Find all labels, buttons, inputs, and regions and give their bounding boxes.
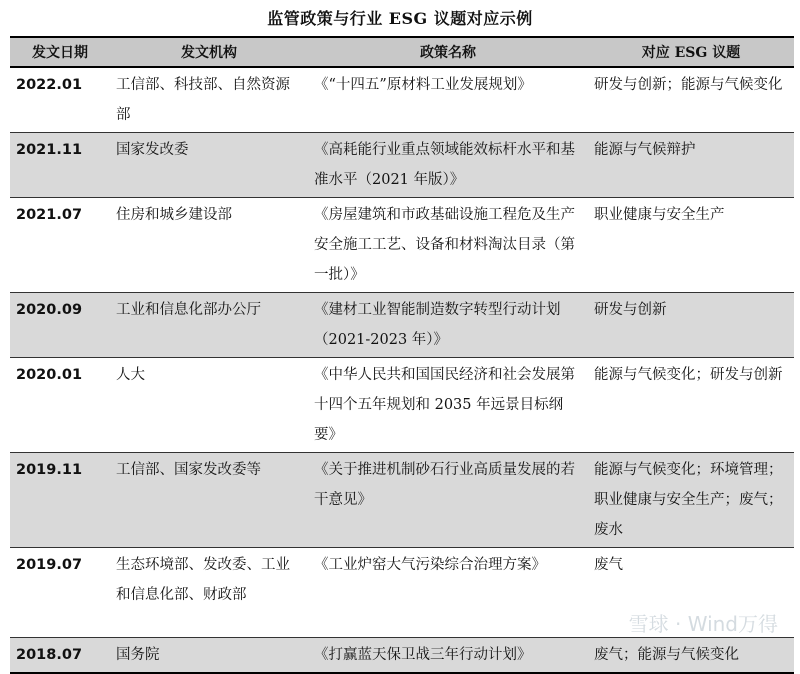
cell-agency: 工业和信息化部办公厅: [116, 302, 261, 318]
header-agency: 发文机构: [181, 45, 237, 61]
cell-agency: 国家发改委: [116, 142, 189, 158]
table-header-row: [10, 37, 794, 67]
table-title: 监管政策与行业 ESG 议题对应示例: [267, 9, 533, 28]
watermark: 雪球 · Wind万得: [628, 612, 778, 636]
cell-policy: 《房屋建筑和市政基础设施工程危及生产安全施工工艺、设备和材料淘汰目录（第一批）》: [314, 207, 575, 283]
cell-policy: 《关于推进机制砂石行业高质量发展的若干意见》: [314, 462, 575, 508]
cell-date: 2020.01: [16, 367, 83, 383]
table-row: [10, 293, 794, 358]
cell-topic: 职业健康与安全生产: [594, 207, 725, 223]
cell-date: 2022.01: [16, 77, 83, 93]
cell-topic: 能源与气候辩护: [594, 142, 696, 158]
table-row: [10, 133, 794, 198]
table-row: [10, 358, 794, 453]
cell-topic: 废气: [594, 557, 623, 573]
cell-policy: 《建材工业智能制造数字转型行动计划（2021-2023 年）》: [314, 302, 561, 348]
cell-topic: 废气；能源与气候变化: [594, 647, 739, 663]
cell-agency: 工信部、国家发改委等: [116, 462, 261, 478]
cell-date: 2021.07: [16, 207, 83, 223]
header-policy: 政策名称: [420, 45, 476, 61]
cell-policy: 《打赢蓝天保卫战三年行动计划》: [314, 647, 532, 663]
table-row: [10, 67, 794, 133]
header-topic: 对应 ESG 议题: [641, 45, 741, 61]
cell-agency: 住房和城乡建设部: [116, 207, 232, 223]
header-date: 发文日期: [32, 45, 88, 61]
cell-policy: 《“十四五”原材料工业发展规划》: [314, 77, 532, 93]
cell-agency: 国务院: [116, 647, 160, 663]
cell-agency: 生态环境部、发改委、工业和信息化部、财政部: [116, 557, 290, 603]
cell-topic: 能源与气候变化；环境管理；职业健康与安全生产；废气；废水: [594, 462, 783, 538]
cell-topic: 能源与气候变化；研发与创新: [594, 367, 783, 383]
policy-esg-table: [10, 36, 794, 674]
cell-date: 2018.07: [16, 647, 83, 663]
table-row: [10, 198, 794, 293]
cell-date: 2019.07: [16, 557, 83, 573]
table-row: [10, 638, 794, 674]
cell-agency: 人大: [116, 367, 145, 383]
cell-topic: 研发与创新；能源与气候变化: [594, 77, 783, 93]
cell-date: 2021.11: [16, 142, 83, 158]
cell-policy: 《工业炉窑大气污染综合治理方案》: [314, 557, 546, 573]
cell-topic: 研发与创新: [594, 302, 667, 318]
cell-policy: 《中华人民共和国国民经济和社会发展第十四个五年规划和 2035 年远景目标纲要》: [314, 367, 575, 443]
cell-date: 2019.11: [16, 462, 83, 478]
cell-agency: 工信部、科技部、自然资源部: [116, 77, 290, 123]
cell-date: 2020.09: [16, 302, 83, 318]
cell-policy: 《高耗能行业重点领域能效标杆水平和基准水平（2021 年版）》: [314, 142, 575, 188]
table-row: [10, 453, 794, 548]
